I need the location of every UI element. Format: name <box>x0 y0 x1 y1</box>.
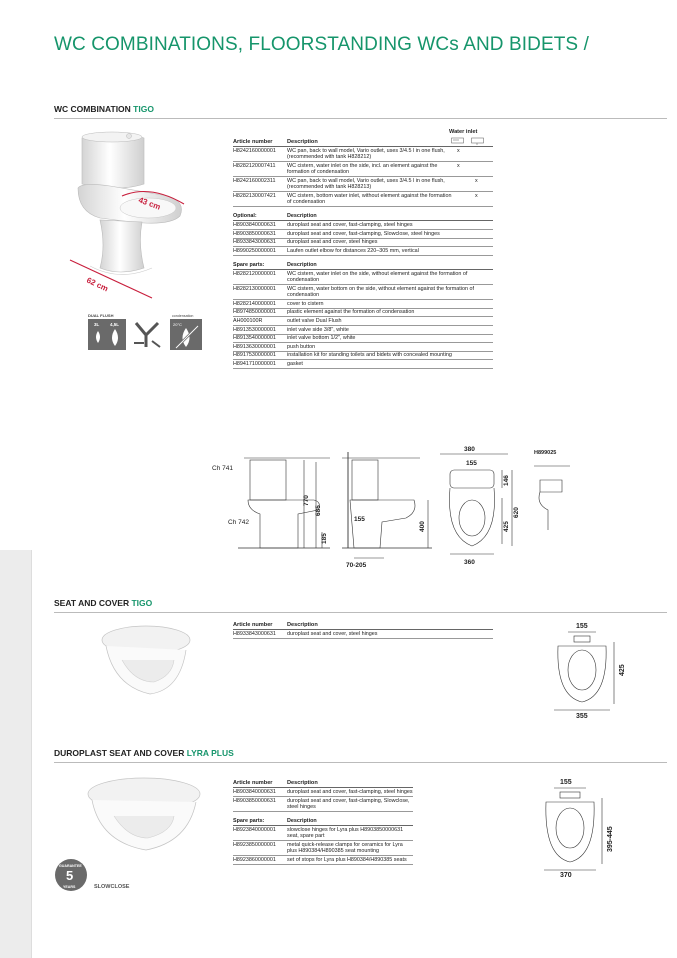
guarantee-badge <box>54 858 140 892</box>
table-row: H8917530000001 installation kit for standing toilets and bidets with concealed mounting <box>233 352 493 361</box>
guarantee-label: GUARANTEE <box>59 864 82 868</box>
table-row: H8282130007421 WC cistern, bottom water inlet, without element against the formation of condensation x <box>233 192 493 207</box>
products-list <box>233 147 493 207</box>
lyra-seat-image <box>84 772 204 856</box>
table-row: H8990250000001 Laufen outlet elbow for distances 220–305 mm, vertical <box>233 247 493 256</box>
vario-outlet-icon <box>130 317 164 351</box>
tigo-seat-drawing <box>540 618 636 718</box>
section-accent: TIGO <box>131 598 153 608</box>
page-title: WC COMBINATIONS, FLOORSTANDING WCs AND BIDETS / <box>54 34 589 55</box>
wc-combination-table <box>233 129 493 369</box>
svg-text:20°C: 20°C <box>173 322 182 327</box>
dual-flush-icon <box>88 312 128 352</box>
svg-text:146: 146 <box>503 475 510 486</box>
optional-list <box>233 221 493 255</box>
svg-text:360: 360 <box>464 559 475 566</box>
section-accent: TIGO <box>133 104 154 114</box>
water-inlet-header: Water inlet <box>455 129 493 145</box>
table-row: H8282140000001 cover to cistern <box>233 300 493 309</box>
depth-label: 62 cm <box>85 275 110 294</box>
table-row: H8282130000001 WC cistern, water bottom on the side, without element against the formation of condensation <box>233 285 493 300</box>
table-row: H8903840000631 duroplast seat and cover, fast-clamping, steel hinges <box>233 789 413 795</box>
table-row: H8913630000001 push button <box>233 343 493 352</box>
svg-text:155: 155 <box>466 460 477 467</box>
table-row: H8923850000001 metal quick-release clamps for ceramics for Lyra plus H890384/H890385 seat mounting <box>233 841 413 856</box>
table-row: H8923860000001 set of stops for Lyra plus H890384/H890385 seats <box>233 856 413 865</box>
section-title-seat-tigo <box>54 598 152 608</box>
table-row: H8933843000631 duroplast seat and cover, steel hinges <box>233 239 493 248</box>
svg-text:400: 400 <box>419 521 426 532</box>
spare-parts-list <box>233 270 493 369</box>
svg-text:770: 770 <box>303 495 310 506</box>
table-row: H8903840000631 duroplast seat and cover, fast-clamping, steel hinges <box>233 221 493 230</box>
svg-text:380: 380 <box>464 446 475 453</box>
section-title-lyra-plus <box>54 748 234 758</box>
seat-width-label: 43 cm <box>137 195 162 212</box>
ch742-label: Ch 742 <box>228 519 249 526</box>
section-label: DUROPLAST SEAT AND COVER <box>54 748 187 758</box>
table-row: H8933843000631 duroplast seat and cover, steel hinges <box>233 630 493 639</box>
guarantee-years-number: 5 <box>66 868 74 883</box>
section-accent: LYRA PLUS <box>186 748 234 758</box>
table-row: H8282120000001 WC cistern, water inlet on the side, without element against the formation of condensation <box>233 270 493 285</box>
tigo-seat-image <box>94 620 194 708</box>
ch741-label: Ch 741 <box>212 465 233 472</box>
slowclose-label: SLOWCLOSE <box>94 884 130 890</box>
section-label: SEAT AND COVER <box>54 598 132 608</box>
lyra-seat-drawing <box>530 774 630 878</box>
condensation-icon <box>170 312 204 352</box>
spare-parts-header: Spare parts: Description <box>233 262 493 270</box>
table-row: H8903850000631 duroplast seat and cover, fast-clamping, Slowclose, steel hinges <box>233 230 493 239</box>
svg-text:155: 155 <box>576 623 588 630</box>
section-divider <box>54 762 667 763</box>
svg-text:155: 155 <box>354 516 365 523</box>
svg-text:685: 685 <box>315 505 322 516</box>
svg-text:620: 620 <box>513 507 520 518</box>
svg-text:395-445: 395-445 <box>607 826 614 852</box>
toilet-product-image <box>60 126 200 306</box>
table-row: H8913540000001 inlet valve bottom 1/2", white <box>233 335 493 344</box>
table-row: H8941710000001 gasket <box>233 360 493 369</box>
wc-technical-drawing <box>212 440 578 572</box>
svg-text:355: 355 <box>576 713 588 720</box>
table-header: Article number Description <box>233 622 493 630</box>
svg-text:185: 185 <box>321 533 328 544</box>
table-row: AH000100R outlet valve Dual Flush <box>233 317 493 326</box>
svg-text:425: 425 <box>619 664 626 676</box>
svg-text:155: 155 <box>560 779 572 786</box>
section-divider <box>54 118 667 119</box>
svg-text:3L: 3L <box>94 322 100 327</box>
table-header: Article number Description <box>233 780 413 788</box>
section-label: WC COMBINATION <box>54 104 134 114</box>
svg-text:70-205: 70-205 <box>346 562 367 569</box>
table-row: H8923840000001 slowclose hinges for Lyra plus H8903850000631 seat, spare part <box>233 826 413 841</box>
svg-text:370: 370 <box>560 872 572 879</box>
table-row: H8903850000631 duroplast seat and cover, fast-clamping, Slowclose, steel hinges <box>233 797 413 812</box>
svg-text:condensation: condensation <box>172 314 194 318</box>
table-row: H8242160002311 WC pan, back to wall model, Vario outlet, uses 3/4.5 l in one flush, (recommended with tank H828213) x <box>233 177 493 192</box>
svg-text:425: 425 <box>503 521 510 532</box>
svg-text:4,5L: 4,5L <box>110 322 120 327</box>
lyra-seat-table <box>233 780 413 865</box>
table-header: Article number Description Water inlet <box>233 129 493 147</box>
table-row: H8282120007411 WC cistern, water inlet on the side, incl. an element against the formation of condensation x <box>233 162 493 177</box>
section-divider <box>54 612 667 613</box>
page-edge-tab <box>0 550 32 958</box>
spare-parts-header: Spare parts: Description <box>233 818 413 826</box>
dual-flush-label: DUAL FLUSH <box>88 313 114 318</box>
water-inlet-icons <box>451 137 487 145</box>
guarantee-years-label: YEARS <box>63 885 76 889</box>
table-row: H8974850000001 plastic element against the formation of condensation <box>233 309 493 318</box>
tigo-seat-table <box>233 622 493 639</box>
section-title-wc-combination <box>54 104 154 114</box>
elbow-code: H899025 <box>534 450 557 456</box>
table-row: H8242160000001 WC pan, back to wall model, Vario outlet, uses 3/4.5 l in one flush, (recommended with tank H828212) x <box>233 147 493 162</box>
table-row: H8913530000001 inlet valve side 3/8", white <box>233 326 493 335</box>
optional-header: Optional: Description <box>233 213 493 221</box>
